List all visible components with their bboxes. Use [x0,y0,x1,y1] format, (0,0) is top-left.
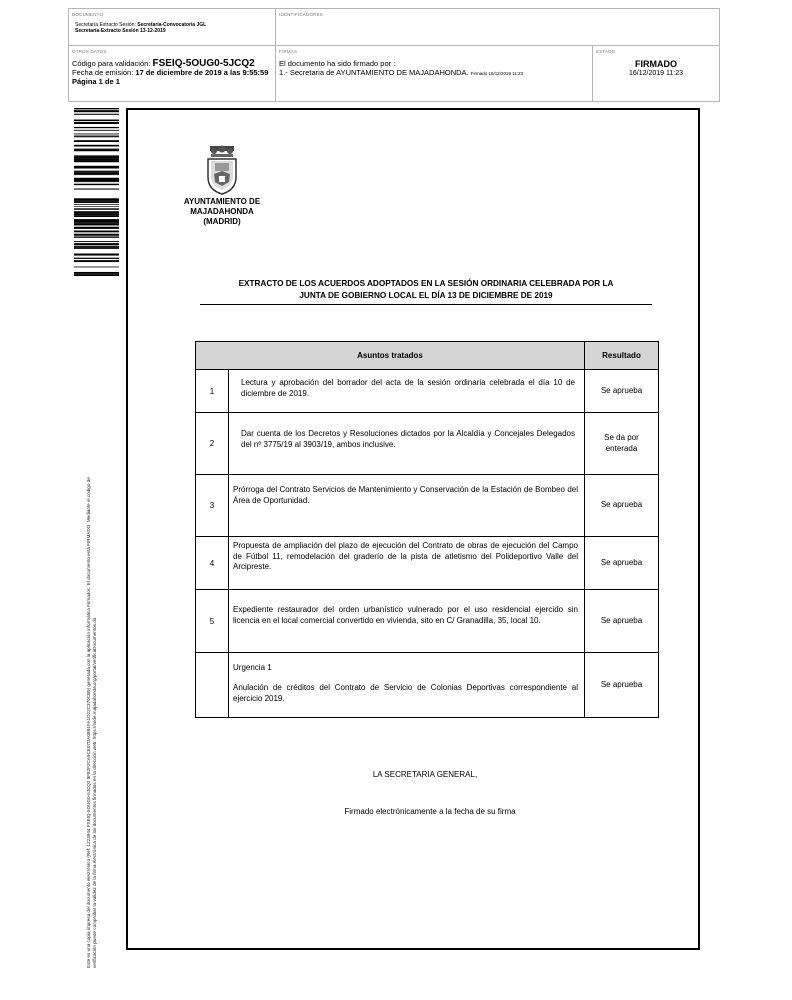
firmas-line1: El documento ha sido firmado por : [279,59,396,68]
side-verification-text [86,298,98,968]
row-text: Propuesta de ampliación del plazo de ejecución del Contrato de obras de ejecución del Campo de Fútbol 11, remodelación del graderío de la pista de atletismo del Polideportivo Valle del Arcipreste. [233,541,578,571]
table-row [196,413,658,475]
row-asunto [229,370,585,412]
row-asunto [229,590,585,652]
row-resultado: Se aprueba [600,679,643,689]
row-text: Expediente restaurador del orden urbanístico vulnerado por el uso residencial ejercido sin licencia en el local comercial convertido en vivienda, sito en C/ Granadilla, 35, local 10. [233,605,578,625]
row-number: 3 [196,475,229,536]
otros-datos-cell [69,46,276,101]
row-asunto [229,413,585,474]
fecha-emision-value: 17 de diciembre de 2019 a las 9:55:59 [135,68,269,77]
agreements-table [195,341,659,718]
side-text-line2: verificación puede comprobar la validez de la firma electrónica de los documentos firmados en la dirección web: https://sede.majadahonda.org/portal/verificaDocumentos.do [92,617,97,968]
title-line2: JUNTA DE GOBIERNO LOCAL EL DÍA 13 DE DICIEMBRE DE 2019 [299,291,553,300]
table-header-asuntos: Asuntos tratados [196,342,585,370]
row-number: 4 [196,537,229,589]
documento-line1-prefix: Secretaría Extracto Sesión: [75,22,138,28]
firmas-label: FIRMAS [279,49,298,54]
pagina-indicator: Página 1 de 1 [72,77,120,86]
row-asunto [229,475,585,536]
org-line2: MAJADAHONDA [190,207,254,216]
signatory-title: LA SECRETARIA GENERAL, [372,770,478,779]
estado-cell [593,46,719,101]
firmas-line2-date: Firmado 16/12/2019 11:23 [470,71,524,76]
documento-line1-bold: Secretaría-Convocatoria JGL [137,22,207,28]
table-row [196,590,658,653]
row-text: Prórroga del Contrato Servicios de Mantenimiento y Conservación de la Estación de Bombeo del Área de Oportunidad. [233,485,578,505]
row-asunto [229,537,585,589]
otros-datos-label: OTROS DATOS [72,49,107,54]
documento-label: DOCUMENTO [72,12,104,17]
row-number: 1 [196,370,229,412]
row-heading: Urgencia 1 [233,663,272,672]
side-text-line1: Este es una copia impresa del documento electrónico (Ref: 1223944 FSEIQ-5OUG0-5JCQ2 8F82F2CA9CE07DA08B1FA1D22C370CB9) generada con la aplicación informática Firmadoc. El documento está FIRMADO. Mediante el código de [86,477,91,968]
title-divider [200,304,652,305]
documento-line2: Secretaría-Extracto Sesión 13-12-2019 [75,28,166,34]
row-text: Anulación de créditos del Contrato de Servicio de Colonias Deportivas correspondiente al ejercicio 2019. [233,683,578,703]
row-resultado: Se da por enterada [604,433,639,453]
firmas-line2: 1.- Secretaria de AYUNTAMIENTO DE MAJADAHONDA. [279,68,469,77]
row-number: 2 [196,413,229,474]
coat-of-arms-logo [205,144,239,196]
organization-name [170,197,274,227]
codigo-validacion-value: FSEIQ-5OUG0-5JCQ2 [152,58,255,69]
table-header-resultado: Resultado [585,342,658,370]
row-number: 5 [196,590,229,652]
row-asunto [229,653,585,717]
org-line1: AYUNTAMIENTO DE [183,197,261,206]
table-row [196,653,658,717]
codigo-validacion-label: Código para validación: [72,59,153,68]
table-row [196,475,658,537]
title-line1: EXTRACTO DE LOS ACUERDOS ADOPTADOS EN LA SESIÓN ORDINARIA CELEBRADA POR LA [238,279,614,288]
table-row [196,370,658,413]
row-text: Dar cuenta de los Decretos y Resoluciones dictados por la Alcaldía y Concejales Delegados del nº 3775/19 al 3903/19, ambos inclusive. [241,429,575,449]
barcode-image [74,108,119,276]
firmas-cell [276,46,593,101]
estado-date: 16/12/2019 11:23 [629,70,683,77]
row-resultado: Se aprueba [600,385,643,395]
row-resultado: Se aprueba [600,500,643,510]
row-text: Lectura y aprobación del borrador del acta de la sesión ordinaria celebrada el día 10 de diciembre de 2019. [241,378,575,398]
signature-note: Firmado electrónicamente a la fecha de su firma [344,807,516,816]
row-resultado: Se aprueba [600,557,643,567]
row-number [196,653,229,717]
row-resultado: Se aprueba [600,615,643,625]
estado-value: FIRMADO [635,59,677,69]
estado-label: ESTADO [596,49,616,54]
identificadores-cell [276,9,719,46]
table-row [196,537,658,590]
identificadores-label: IDENTIFICADORES [279,12,324,17]
fecha-emision-label: Fecha de emisión: [72,68,136,77]
org-line3: (MADRID) [203,217,241,226]
document-metadata-header [68,8,720,102]
documento-cell [69,9,276,46]
document-title [200,278,652,302]
